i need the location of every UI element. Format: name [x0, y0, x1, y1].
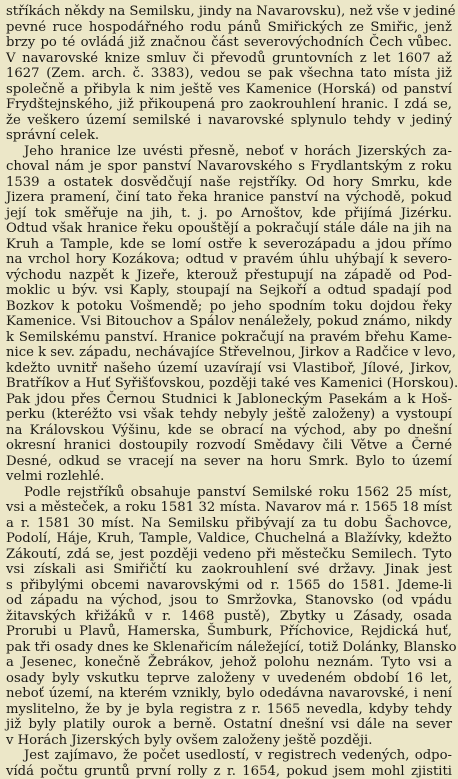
- text-line: již byly platily ourok a berně. Ostatní dnešní vsi dále na sever: [6, 717, 452, 733]
- text-line: okresní hranici dostoupily rozvodí Smědavy čili Větve a Černé: [6, 438, 452, 454]
- text-line: k Semilskému panství. Hranice pokračují na pravém břehu Kame-: [6, 330, 452, 346]
- text-line: perku (kteréžto vsi však tehdy nebyly ještě založeny) a vystoupí: [6, 407, 452, 423]
- text-line: Bratříkov a Huť Syřišťovskou, později také ves Kamenici (Horskou).: [6, 376, 452, 392]
- text-line: vsi získali asi Smiřičtí ku zaokrouhlení své državy. Jinak jest: [6, 562, 452, 578]
- text-line: Podolí, Háje, Kruh, Tample, Valdice, Chuchelná a Blažívky, kdežto: [6, 531, 452, 547]
- text-line: na vrchol hory Kozákova; odtud v pravém úhlu uhýbají k severo-: [6, 252, 452, 268]
- text-line: Jeho hranice lze uvésti přesně, neboť v horách Jizerských za-: [6, 144, 452, 160]
- text-line: velmi rozlehlé.: [6, 469, 452, 485]
- text-line: v Horách Jizerských byly ovšem založeny ještě později.: [6, 733, 452, 749]
- text-line: Zákoutí, zdá se, jest později vedeno při městečku Semilech. Tyto: [6, 547, 452, 563]
- text-line: východu nazpět k Jizeře, kterouž přestupují na západě od Pod-: [6, 268, 452, 284]
- text-line: choval nám je spor panství Navarovského s Frydlantským z roku: [6, 159, 452, 175]
- text-line: a Jesenec, konečně Žebrákov, jehož polohu neznám. Tyto vsi a: [6, 655, 452, 671]
- text-line: Desné, odkud se vracejí na sever na horu Smrk. Bylo to území: [6, 454, 452, 470]
- text-line: neboť území, na kterém vznikly, bylo odedávna navarovské, i není: [6, 686, 452, 702]
- text-line: její tok směřuje na jih, t. j. po Arnoštov, kde přijímá Jizérku.: [6, 206, 452, 222]
- text-line: žitavských křižáků v r. 1468 pustě), Zbytky u Zásady, osada: [6, 609, 452, 625]
- text-line: 1627 (Zem. arch. č. 3383), vedou se pak všechna tato místa již: [6, 66, 452, 82]
- text-line: Podle rejstříků obsahuje panství Semilské roku 1562 25 míst,: [6, 485, 452, 501]
- text-line: vsi a městeček, a roku 1581 32 místa. Navarov má r. 1565 18 míst: [6, 500, 452, 516]
- text-line: Pak jdou přes Černou Studnici k Jabloneckým Pasekám a k Hoš-: [6, 392, 452, 408]
- text-line: kdežto uvnitř našeho území uzavírají vsi Vlastiboř, Jílové, Jirkov,: [6, 361, 452, 377]
- text-line: stříkách někdy na Semilsku, jindy na Navarovsku), než vše v jediné: [6, 4, 452, 20]
- text-line: myslitelno, že by je byla registra z r. 1565 nevedla, kdyby tehdy: [6, 702, 452, 718]
- text-line: s přibylými obcemi navarovskými od r. 1565 do 1581. Jdeme-li: [6, 578, 452, 594]
- text-line: Kruh a Tample, kde se lomí ostře k severozápadu a jdou přímo: [6, 237, 452, 253]
- text-line: Kamenice. Vsi Bitouchov a Spálov nenáležely, pokud známo, nikdy: [6, 314, 452, 330]
- text-line: že veškero území semilské i navarovské splynulo tehdy v jediný: [6, 113, 452, 129]
- body-text: [6, 4, 452, 779]
- text-line: a r. 1581 30 míst. Na Semilsku přibývají za tu dobu Šachovce,: [6, 516, 452, 532]
- text-line: osady byly vskutku teprve založeny v uvedeném období 16 let,: [6, 671, 452, 687]
- text-line: od západu na východ, jsou to Smržovka, Stanovsko (od vpádu: [6, 593, 452, 609]
- text-line: správní celek.: [6, 128, 452, 144]
- text-line: pak tři osady dnes ke Sklenařicím náležející, totiž Dolánky, Blansko: [6, 640, 452, 656]
- text-line: společně a přibyla k nim ještě ves Kamenice (Horská) od panství: [6, 82, 452, 98]
- text-line: Frydštejnského, již přikoupená pro zaokrouhlení hranic. I zdá se,: [6, 97, 452, 113]
- text-line: Bozkov k potoku Vošmendě; po jeho spodním toku dojdou řeky: [6, 299, 452, 315]
- text-line: na Královskou Výšinu, kde se obrací na východ, aby po dnešní: [6, 423, 452, 439]
- text-line: Jizera pramení, činí tato řeka hranice panství na východě, pokud: [6, 190, 452, 206]
- text-line: V navarovské knize smluv či převodů gruntovních z let 1607 až: [6, 51, 452, 67]
- text-line: moklic u býv. vsi Kaply, stoupají na Sejkoří a odtud spadají pod: [6, 283, 452, 299]
- text-line: pevné ruce hospodářného rodu pánů Smiřických ze Smiřic, jenž: [6, 20, 452, 36]
- text-line: vídá počtu gruntů první rolly z r. 1654, pokud jsem mohl zjistiti: [6, 764, 452, 779]
- text-line: 1539 a ostatek dosvědčují naše rejstříky. Od hory Smrku, kde: [6, 175, 452, 191]
- text-line: Odtud však hranice řeku opouštějí a pokračují stále dále na jih na: [6, 221, 452, 237]
- text-line: Jest zajímavo, že počet usedlostí, v registrech vedených, odpo-: [6, 748, 452, 764]
- text-line: nice k sev. západu, nechávajíce Střevelnou, Jirkov a Radčice v levo,: [6, 345, 452, 361]
- text-line: brzy po té ovládá již značnou část severovýchodních Čech vůbec.: [6, 35, 452, 51]
- text-line: Prorubi u Plavů, Hamerska, Šumburk, Příchovice, Rejdická huť,: [6, 624, 452, 640]
